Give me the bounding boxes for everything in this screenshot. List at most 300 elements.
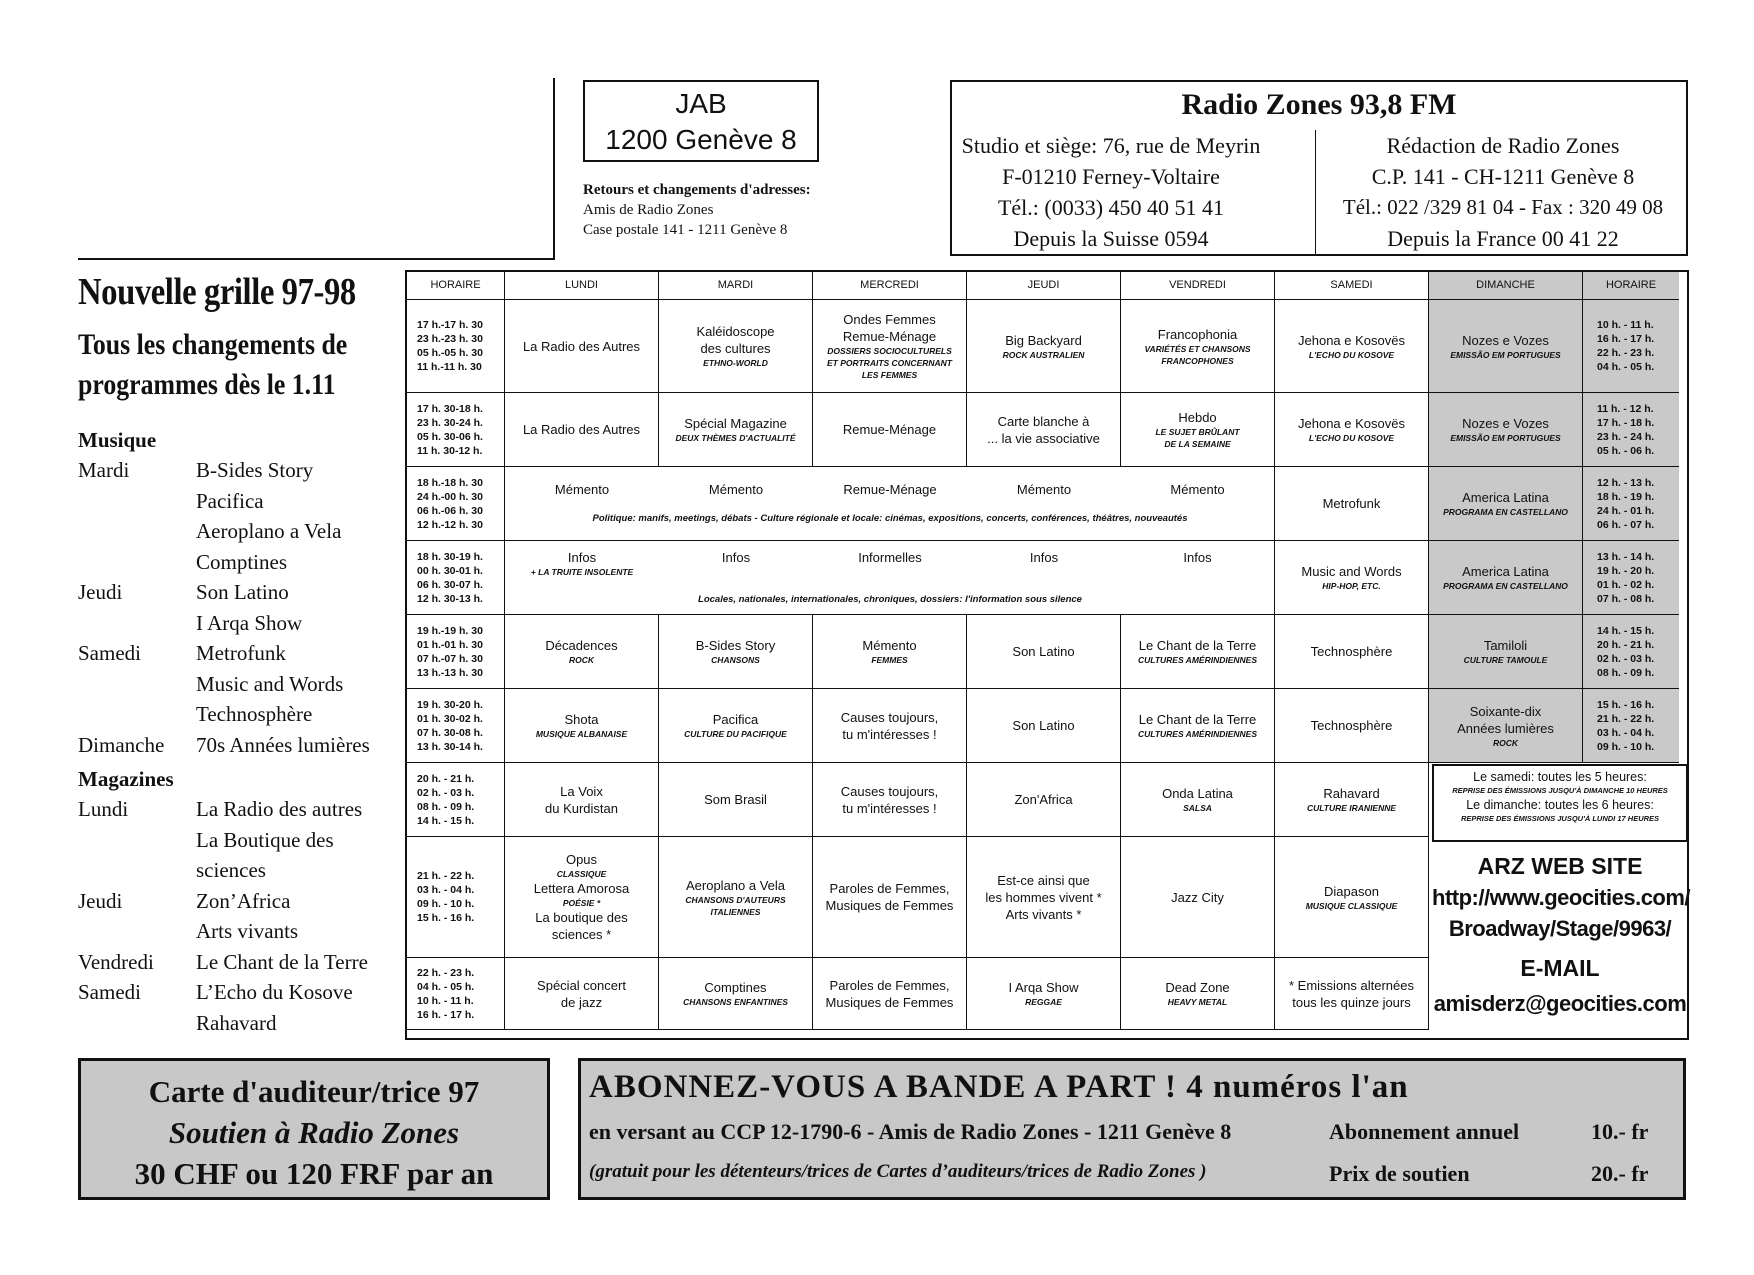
time-slot: 01 h. 30-02 h. — [417, 712, 483, 725]
radio-contact-box — [950, 80, 1688, 256]
header-label: VENDREDI — [1169, 279, 1226, 291]
studio-line: Studio et siège: 76, rue de Meyrin — [961, 133, 1261, 158]
list-item-program: Arts vivants — [196, 919, 299, 943]
program-title: Spécial concert — [537, 977, 626, 993]
program-title: Paroles de Femmes, — [829, 977, 950, 993]
time-slot: 04 h. - 05 h. — [1597, 361, 1655, 373]
program-title: Arts vivants * — [1005, 906, 1082, 922]
program-cell-dimanche — [1429, 393, 1583, 467]
top-divider-vertical — [553, 78, 555, 260]
web-info — [1432, 850, 1691, 1019]
program-title: Mémento — [862, 638, 917, 653]
header-mardi — [659, 272, 813, 300]
email-label: E-MAIL — [1520, 955, 1600, 981]
program-title: Shota — [564, 712, 599, 727]
program-cell-mardi — [659, 467, 813, 541]
program-title: Kaléidoscope — [696, 324, 775, 339]
program-subtitle: POÉSIE * — [562, 898, 601, 908]
studio-line: Tél.: (0033) 450 40 51 41 — [997, 195, 1225, 220]
program-cell-mercredi — [813, 763, 967, 837]
time-slot: 17 h. 30-18 h. — [417, 402, 483, 415]
program-cell-samedi — [1275, 837, 1429, 958]
header-label: MERCREDI — [860, 279, 919, 291]
subscription-note: (gratuit pour les détenteurs/trices de Cartes d’auditeurs/trices de Radio Zones ) — [589, 1161, 1207, 1182]
program-title: Causes toujours, — [840, 783, 939, 799]
program-title: tu m'intéresses ! — [842, 800, 937, 816]
program-title: sciences * — [551, 927, 612, 942]
header-dimanche — [1429, 272, 1583, 300]
listener-card-box — [78, 1058, 550, 1200]
program-title: La Radio des Autres — [522, 338, 641, 354]
news-banner: Locales, nationales, internationales, chroniques, dossiers: l'information sous silence — [698, 594, 1082, 605]
time-cell-right — [1583, 541, 1679, 615]
program-cell-dimanche — [1429, 615, 1583, 689]
time-slot: 05 h. 30-06 h. — [417, 430, 483, 443]
top-divider-horizontal — [78, 258, 554, 260]
program-cell-samedi — [1275, 615, 1429, 689]
program-subtitle: VARIÉTÉS ET CHANSONS — [1144, 343, 1251, 354]
time-slot: 17 h.-17 h. 30 — [417, 319, 483, 331]
program-cell-samedi — [1275, 300, 1429, 393]
program-title: Opus — [565, 852, 598, 867]
time-slot: 15 h. - 16 h. — [1597, 698, 1655, 711]
program-cell-dimanche — [1429, 300, 1583, 393]
program-subtitle: ROCK — [568, 655, 595, 665]
studio-line: F-01210 Ferney-Voltaire — [1002, 164, 1220, 189]
time-slot: 21 h. - 22 h. — [1597, 712, 1655, 725]
header-label: SAMEDI — [1330, 279, 1373, 291]
program-subtitle: ETHNO-WORLD — [703, 358, 768, 368]
program-title: Francophonia — [1157, 326, 1238, 342]
time-slot: 11 h. 30-12 h. — [417, 444, 483, 457]
time-cell — [407, 393, 505, 467]
program-title: Jehona e Kosovës — [1298, 416, 1405, 431]
program-cell-lundi — [505, 958, 659, 1030]
time-slot: 07 h.-07 h. 30 — [417, 652, 483, 665]
program-title: Infos — [1183, 550, 1212, 565]
list-item-program: L’Echo du Kosove — [196, 980, 353, 1004]
repeats-line: REPRISE DES ÉMISSIONS JUSQU'À DIMANCHE 10 HEURES — [1452, 786, 1668, 795]
program-title: Carte blanche à — [997, 413, 1090, 429]
program-title: Music and Words — [1301, 564, 1402, 579]
annual-label: Abonnement annuel — [1329, 1119, 1520, 1144]
program-title: Onda Latina — [1162, 786, 1233, 801]
time-slot: 08 h. - 09 h. — [417, 800, 475, 813]
time-cell — [407, 837, 505, 958]
program-subtitle: EMISSÃO EM PORTUGUES — [1450, 433, 1561, 443]
studio-line: Depuis la Suisse 0594 — [1013, 226, 1209, 251]
program-subtitle: CHANSONS D'AUTEURS — [685, 894, 786, 905]
program-cell-jeudi — [967, 958, 1121, 1030]
list-item-program: Technosphère — [196, 702, 313, 726]
program-cell-mardi — [659, 615, 813, 689]
time-slot: 22 h. - 23 h. — [417, 966, 475, 979]
subscription-payment: en versant au CCP 12-1790-6 - Amis de Radio Zones - 1211 Genève 8 — [589, 1119, 1232, 1144]
card-subtitle: Soutien à Radio Zones — [168, 1115, 460, 1150]
header-mercredi — [813, 272, 967, 300]
time-cell-right — [1583, 393, 1679, 467]
header-label: LUNDI — [564, 279, 598, 291]
program-subtitle: FEMMES — [871, 655, 908, 665]
time-slot: 12 h. 30-13 h. — [417, 592, 483, 605]
time-slot: 19 h.-19 h. 30 — [417, 624, 483, 637]
subtitle-line-1: Tous les changements de — [78, 328, 348, 361]
time-cell — [407, 689, 505, 763]
editorial-contact — [1320, 130, 1686, 254]
program-title: tu m'intéresses ! — [842, 726, 937, 742]
program-title: Pacifica — [712, 712, 759, 727]
program-title: Informelles — [858, 550, 922, 565]
editorial-line: Tél.: 022 /329 81 04 - Fax : 320 49 08 — [1342, 195, 1664, 219]
program-title: Ondes Femmes — [843, 312, 936, 327]
time-slot: 13 h.-13 h. 30 — [417, 666, 483, 679]
program-title: Jazz City — [1171, 889, 1224, 905]
support-price: 20.- fr — [1591, 1161, 1649, 1186]
program-cell-mardi — [659, 689, 813, 763]
header-jeudi — [967, 272, 1121, 300]
program-title: Son Latino — [1012, 644, 1075, 659]
program-cell-samedi — [1275, 467, 1429, 541]
list-item-program: Rahavard — [196, 1010, 277, 1035]
program-subtitle: + LA TRUITE INSOLENTE — [530, 567, 634, 577]
program-cell-mercredi — [813, 300, 967, 393]
time-slot: 16 h. - 17 h. — [417, 1008, 475, 1021]
list-item-day: Vendredi — [78, 949, 154, 974]
time-slot: 13 h. - 14 h. — [1597, 550, 1655, 563]
program-subtitle: ITALIENNES — [710, 906, 761, 917]
header-label: HORAIRE — [430, 279, 481, 291]
program-cell-lundi — [505, 689, 659, 763]
header-vendredi — [1121, 272, 1275, 300]
program-cell-samedi — [1275, 763, 1429, 837]
time-slot: 00 h. 30-01 h. — [417, 564, 483, 577]
time-slot: 05 h.-05 h. 30 — [417, 347, 483, 359]
program-title: Remue-Ménage — [842, 422, 937, 437]
repeats-line: Le dimanche: toutes les 6 heures: — [1466, 798, 1654, 812]
list-item-day: Jeudi — [78, 580, 123, 604]
program-cell-mercredi — [813, 958, 967, 1030]
program-title: Remue-Ménage — [843, 482, 937, 497]
time-slot: 03 h. - 04 h. — [1597, 726, 1655, 739]
program-cell-dimanche — [1429, 689, 1583, 763]
program-title: Son Latino — [1012, 718, 1075, 733]
time-slot: 03 h. - 04 h. — [417, 884, 475, 896]
time-cell — [407, 763, 505, 837]
program-title: America Latina — [1462, 490, 1549, 505]
time-slot: 01 h.-01 h. 30 — [417, 638, 483, 651]
time-slot: 12 h.-12 h. 30 — [417, 518, 483, 531]
program-title: Spécial Magazine — [684, 416, 787, 431]
politics-banner: Politique: manifs, meetings, débats - Culture régionale et locale: cinémas, expositions, concerts, conférences, théâtres, nouveautés — [592, 513, 1188, 524]
program-subtitle: CULTURE IRANIENNE — [1306, 803, 1397, 813]
program-title: Zon'Africa — [1014, 792, 1073, 807]
program-title: Mémento — [708, 482, 764, 497]
program-title: Remue-Ménage — [842, 329, 937, 344]
header-horaire — [1583, 272, 1679, 300]
time-cell — [407, 300, 505, 393]
program-title: Décadences — [545, 638, 618, 653]
program-subtitle: CULTURES AMÉRINDIENNES — [1137, 729, 1257, 739]
time-cell — [407, 958, 505, 1030]
section-magazines: Magazines — [78, 767, 174, 791]
program-title: Technosphère — [1310, 644, 1393, 659]
time-cell-right — [1583, 689, 1679, 763]
list-item-day: Lundi — [78, 797, 129, 821]
program-title: Tamiloli — [1483, 638, 1528, 653]
program-title: Musiques de Femmes — [825, 898, 954, 913]
time-slot: 20 h. - 21 h. — [1597, 638, 1655, 651]
program-title: Soixante-dix — [1469, 703, 1542, 719]
program-subtitle: CLASSIQUE — [556, 869, 607, 879]
list-item-program: Metrofunk — [196, 641, 286, 665]
program-subtitle: SALSA — [1183, 803, 1212, 813]
program-cell-lundi — [505, 467, 659, 541]
editorial-line: Depuis la France 00 41 22 — [1387, 226, 1619, 251]
program-subtitle: MUSIQUE CLASSIQUE — [1305, 900, 1398, 911]
program-cell-samedi — [1275, 958, 1429, 1030]
list-item-day: Mardi — [78, 458, 130, 482]
time-slot: 06 h.-06 h. 30 — [417, 504, 483, 517]
time-cell — [407, 467, 505, 541]
return-line-1: Retours et changements d'adresses: — [583, 182, 811, 198]
program-title: Diapason — [1324, 883, 1379, 899]
program-cell-vendredi — [1121, 393, 1275, 467]
program-cell-dimanche — [1429, 467, 1583, 541]
program-cell-mardi — [659, 958, 813, 1030]
program-cell-lundi — [505, 393, 659, 467]
program-subtitle: HIP-HOP, ETC. — [1322, 581, 1381, 591]
return-address — [583, 180, 843, 240]
program-subtitle: ET PORTRAITS CONCERNANT — [827, 358, 952, 368]
program-title: Musiques de Femmes — [825, 994, 954, 1010]
subscription-title: ABONNEZ-VOUS A BANDE A PART ! 4 numéros l'an — [589, 1069, 1409, 1105]
program-subtitle: HEAVY METAL — [1167, 997, 1228, 1007]
program-cell-jeudi — [967, 467, 1121, 541]
time-slot: 01 h. - 02 h. — [1597, 578, 1655, 591]
program-cell-mardi — [659, 300, 813, 393]
time-slot: 10 h. - 11 h. — [417, 994, 474, 1007]
program-cell-mercredi — [813, 393, 967, 467]
list-item-program: 70s Années lumières — [196, 732, 370, 757]
web-url-line-1[interactable]: http://www.geocities.com/ — [1432, 885, 1691, 910]
program-subtitle: DOSSIERS SOCIOCULTURELS — [827, 346, 952, 356]
web-title: ARZ WEB SITE — [1477, 853, 1643, 879]
program-cell-mercredi — [813, 837, 967, 958]
program-subtitle: MUSIQUE ALBANAISE — [535, 729, 628, 739]
program-title: Comptines — [704, 980, 767, 995]
list-item-program: I Arqa Show — [196, 610, 303, 635]
list-item-program: Music and Words — [196, 671, 344, 696]
program-subtitle: PROGRAMA EN CASTELLANO — [1443, 507, 1568, 517]
program-cell-mercredi — [813, 467, 967, 541]
time-slot: 07 h. - 08 h. — [1597, 592, 1655, 605]
header-label: MARDI — [717, 279, 754, 291]
program-cell-mardi — [659, 763, 813, 837]
program-subtitle: ROCK AUSTRALIEN — [1002, 349, 1085, 360]
time-slot: 23 h.-23 h. 30 — [417, 333, 483, 345]
program-cell-vendredi — [1121, 300, 1275, 393]
time-slot: 18 h. 30-19 h. — [417, 550, 483, 563]
header-label: HORAIRE — [1605, 279, 1657, 291]
program-cell-lundi — [505, 615, 659, 689]
header-lundi — [505, 272, 659, 300]
program-title: La Radio des Autres — [522, 422, 641, 437]
program-title: tous les quinze jours — [1292, 994, 1411, 1010]
editorial-line: C.P. 141 - CH-1211 Genève 8 — [1371, 164, 1635, 189]
program-title: * Emissions alternées — [1289, 977, 1414, 993]
program-cell-vendredi — [1121, 837, 1275, 958]
program-title: Infos — [567, 550, 597, 565]
program-title: Technosphère — [1310, 718, 1393, 733]
card-price: 30 CHF ou 120 FRF par an — [134, 1156, 494, 1191]
program-title: Infos — [1029, 550, 1059, 565]
return-line-2: Amis de Radio Zones — [583, 202, 714, 218]
time-slot: 24 h. - 01 h. — [1597, 504, 1655, 517]
time-slot: 24 h.-00 h. 30 — [417, 490, 483, 503]
program-cell-jeudi — [967, 615, 1121, 689]
program-title: Mémento — [1016, 482, 1072, 497]
header-label: JEUDI — [1027, 279, 1060, 291]
program-cell-lundi — [505, 763, 659, 837]
program-cell-mardi — [659, 393, 813, 467]
program-title: B-Sides Story — [695, 638, 776, 653]
time-slot: 08 h. - 09 h. — [1597, 666, 1655, 679]
program-title: Nozes e Vozes — [1462, 416, 1549, 431]
program-subtitle: ROCK — [1492, 737, 1519, 748]
program-subtitle: CHANSONS ENFANTINES — [683, 997, 788, 1007]
time-slot: 06 h. - 07 h. — [1597, 518, 1655, 531]
program-title: Big Backyard — [1005, 332, 1082, 348]
repeats-line: REPRISE DES ÉMISSIONS JUSQU'À LUNDI 17 HEURES — [1460, 814, 1660, 823]
time-slot: 05 h. - 06 h. — [1597, 444, 1655, 457]
radio-title: Radio Zones 93,8 FM — [1181, 88, 1457, 121]
program-title: Années lumières — [1457, 720, 1554, 736]
list-item-program: La Boutique des — [196, 827, 334, 852]
program-cell-lundi — [505, 837, 659, 958]
time-slot: 02 h. - 03 h. — [417, 786, 475, 799]
program-cell-vendredi — [1121, 763, 1275, 837]
program-subtitle: DE LA SEMAINE — [1164, 439, 1231, 449]
program-cell-jeudi — [967, 300, 1121, 393]
program-subtitle: LES FEMMES — [861, 370, 918, 380]
time-slot: 09 h. - 10 h. — [1597, 740, 1655, 753]
email-address[interactable]: amisderz@geocities.com — [1433, 991, 1687, 1016]
program-subtitle: CULTURE TAMOULE — [1463, 655, 1548, 665]
time-slot: 02 h. - 03 h. — [1597, 652, 1655, 665]
program-title: Le Chant de la Terre — [1138, 638, 1257, 653]
program-title: Le Chant de la Terre — [1138, 712, 1257, 727]
program-title: Hebdo — [1178, 410, 1217, 425]
program-cell-vendredi — [1121, 958, 1275, 1030]
list-item-program: B-Sides Story — [196, 458, 314, 482]
list-item-program: Son Latino — [196, 580, 289, 604]
time-slot: 14 h. - 15 h. — [417, 814, 475, 827]
program-title: Mémento — [554, 482, 610, 497]
list-item-program: Le Chant de la Terre — [196, 949, 368, 974]
program-subtitle: CHANSONS — [711, 655, 760, 665]
program-title: Jehona e Kosovës — [1298, 332, 1405, 348]
program-title: les hommes vivent * — [985, 889, 1102, 905]
program-title: Causes toujours, — [840, 709, 939, 725]
program-title: La boutique des — [535, 910, 628, 925]
time-slot: 12 h. - 13 h. — [1597, 476, 1655, 489]
program-subtitle: FRANCOPHONES — [1161, 355, 1234, 366]
time-slot: 19 h. 30-20 h. — [417, 698, 483, 711]
program-cell-mercredi — [813, 615, 967, 689]
time-slot: 16 h. - 17 h. — [1597, 333, 1655, 345]
list-item-day: Samedi — [78, 980, 141, 1004]
program-cell-samedi — [1275, 541, 1429, 615]
jab-city: 1200 Genève 8 — [605, 124, 797, 155]
list-item-program: Zon’Africa — [196, 888, 291, 913]
time-slot: 18 h.-18 h. 30 — [417, 476, 483, 489]
studio-contact — [960, 130, 1262, 254]
web-url-line-2[interactable]: Broadway/Stage/9963/ — [1448, 916, 1672, 941]
time-slot: 20 h. - 21 h. — [417, 772, 475, 785]
time-cell-right — [1583, 467, 1679, 541]
header-samedi — [1275, 272, 1429, 300]
program-title: Dead Zone — [1165, 980, 1230, 995]
program-cell-vendredi — [1121, 689, 1275, 763]
list-item-program: Comptines — [196, 549, 288, 574]
time-slot: 06 h. 30-07 h. — [417, 578, 483, 591]
time-slot: 10 h. - 11 h. — [1597, 319, 1654, 331]
program-title: Infos — [721, 550, 751, 565]
program-cell-jeudi — [967, 837, 1121, 958]
time-slot: 21 h. - 22 h. — [417, 870, 475, 882]
program-title: de jazz — [560, 994, 603, 1010]
program-subtitle: PROGRAMA EN CASTELLANO — [1443, 581, 1568, 591]
program-title: Lettera Amorosa — [533, 881, 630, 896]
list-item-day: Jeudi — [78, 888, 123, 913]
repeats-note — [1432, 764, 1688, 842]
program-cell-vendredi — [1121, 615, 1275, 689]
time-slot: 13 h. 30-14 h. — [417, 740, 483, 753]
list-item-program: Pacifica — [196, 488, 264, 513]
program-cell-vendredi — [1121, 467, 1275, 541]
subscription-box — [578, 1058, 1686, 1200]
list-item-day: Samedi — [78, 641, 141, 665]
program-cell-lundi — [505, 300, 659, 393]
program-subtitle: L'ECHO DU KOSOVE — [1308, 433, 1395, 443]
program-title: I Arqa Show — [1008, 980, 1079, 995]
time-slot: 11 h. - 12 h. — [1597, 402, 1654, 415]
time-slot: 22 h. - 23 h. — [1597, 347, 1655, 359]
program-subtitle: CULTURES AMÉRINDIENNES — [1137, 655, 1257, 665]
program-cell-jeudi — [967, 689, 1121, 763]
time-slot: 11 h.-11 h. 30 — [417, 361, 482, 373]
editorial-line: Rédaction de Radio Zones — [1386, 133, 1620, 158]
jab-label: JAB — [675, 88, 727, 119]
header-label: DIMANCHE — [1476, 279, 1535, 291]
return-line-3: Case postale 141 - 1211 Genève 8 — [583, 222, 788, 238]
page-title: Nouvelle grille 97-98 — [78, 271, 356, 313]
program-subtitle: CULTURE DU PACIFIQUE — [684, 729, 787, 739]
program-cell-jeudi — [967, 393, 1121, 467]
subtitle-line-2: programmes dès le 1.11 — [78, 368, 336, 401]
program-title: ... la vie associative — [987, 430, 1100, 446]
program-subtitle: EMISSÃO EM PORTUGUES — [1450, 349, 1561, 360]
time-slot: 19 h. - 20 h. — [1597, 564, 1655, 577]
time-slot: 23 h. - 24 h. — [1597, 430, 1655, 443]
program-subtitle: DEUX THÈMES D'ACTUALITÉ — [675, 433, 796, 443]
annual-price: 10.- fr — [1591, 1119, 1649, 1144]
program-cell-mercredi — [813, 689, 967, 763]
program-title: du Kurdistan — [545, 800, 618, 816]
time-slot: 14 h. - 15 h. — [1597, 624, 1655, 637]
time-slot: 04 h. - 05 h. — [417, 980, 475, 993]
contact-divider — [1315, 130, 1316, 254]
